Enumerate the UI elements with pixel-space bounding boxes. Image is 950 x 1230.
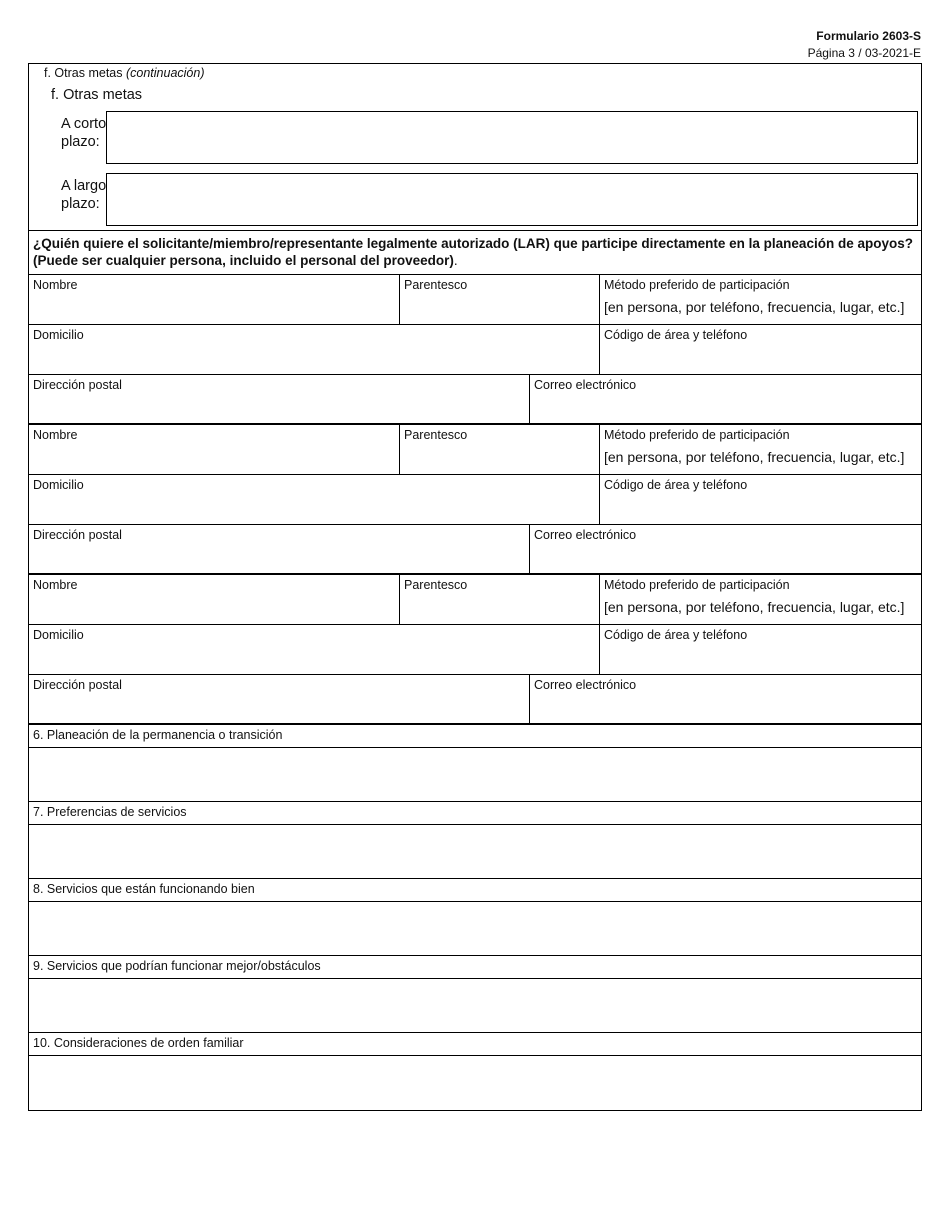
short-term-label-line2: plazo:: [61, 134, 100, 150]
name-label: Nombre: [33, 428, 78, 442]
participant-2-row-2: [29, 475, 921, 525]
form-body: [28, 63, 922, 1111]
mailing-label: Dirección postal: [33, 378, 122, 392]
phone-label: Código de área y teléfono: [604, 628, 748, 642]
continuation-prefix: f. Otras metas: [44, 66, 126, 80]
participant-2-name-field[interactable]: [29, 425, 399, 474]
participant-1-address-field[interactable]: [29, 325, 599, 374]
section-7-heading: 7. Preferencias de servicios: [29, 802, 921, 825]
phone-label: Código de área y teléfono: [604, 328, 748, 342]
email-label: Correo electrónico: [534, 528, 637, 542]
participant-1-phone-field[interactable]: [599, 325, 921, 374]
participant-3-name-field[interactable]: [29, 575, 399, 624]
participant-3-phone-field[interactable]: [599, 625, 921, 674]
participant-2-email-field[interactable]: [529, 525, 921, 573]
method-hint: [en persona, por teléfono, frecuencia, lugar, etc.]: [604, 299, 905, 315]
form-number: Formulario 2603-S: [816, 29, 921, 43]
participant-3-row-2: [29, 625, 921, 675]
section-10-input[interactable]: [29, 1056, 921, 1110]
participant-2-row-3: [29, 525, 921, 575]
short-term-label-line1: A corto: [61, 116, 107, 132]
participants-question-end: .: [453, 253, 458, 268]
long-term-label: [61, 177, 106, 213]
participant-2-relationship-field[interactable]: [399, 425, 599, 474]
phone-label: Código de área y teléfono: [604, 478, 748, 492]
form-header: [808, 28, 921, 62]
participant-1-row-3: [29, 375, 921, 425]
method-label: Método preferido de participación: [604, 278, 790, 292]
section-9-input[interactable]: [29, 979, 921, 1033]
participants-question: [29, 231, 921, 275]
relationship-label: Parentesco: [404, 578, 468, 592]
section-9-heading: 9. Servicios que podrían funcionar mejor/obstáculos: [29, 956, 921, 979]
long-term-label-line2: plazo:: [61, 196, 100, 212]
section-6-input[interactable]: [29, 748, 921, 802]
participant-1-method-field[interactable]: [599, 275, 921, 324]
participant-2-phone-field[interactable]: [599, 475, 921, 524]
address-label: Domicilio: [33, 478, 84, 492]
other-goals-title: f. Otras metas: [51, 87, 143, 103]
participant-2-address-field[interactable]: [29, 475, 599, 524]
participant-3-address-field[interactable]: [29, 625, 599, 674]
method-hint: [en persona, por teléfono, frecuencia, lugar, etc.]: [604, 449, 905, 465]
participant-3-email-field[interactable]: [529, 675, 921, 723]
relationship-label: Parentesco: [404, 428, 468, 442]
continuation-label: [44, 66, 204, 80]
participant-2-row-1: [29, 425, 921, 475]
section-8-heading: 8. Servicios que están funcionando bien: [29, 879, 921, 902]
participant-1-name-field[interactable]: [29, 275, 399, 324]
participant-1-row-1: [29, 275, 921, 325]
short-term-label: [61, 115, 106, 151]
mailing-label: Dirección postal: [33, 678, 122, 692]
continuation-suffix: (continuación): [125, 66, 205, 80]
address-label: Domicilio: [33, 328, 84, 342]
participant-3-relationship-field[interactable]: [399, 575, 599, 624]
participant-2-method-field[interactable]: [599, 425, 921, 474]
participant-1-relationship-field[interactable]: [399, 275, 599, 324]
other-goals-section: [29, 64, 921, 231]
section-6-heading: 6. Planeación de la permanencia o transición: [29, 725, 921, 748]
participants-question-text: ¿Quién quiere el solicitante/miembro/representante legalmente autorizado (LAR) que participe directamente en la planeación de apoyos? (Puede ser cualquier persona, incluido el personal del proveedor): [33, 236, 913, 268]
participant-1-row-2: [29, 325, 921, 375]
participant-1-email-field[interactable]: [529, 375, 921, 423]
section-8-input[interactable]: [29, 902, 921, 956]
participant-3-mailing-field[interactable]: [29, 675, 529, 723]
long-term-input[interactable]: [106, 173, 918, 226]
method-label: Método preferido de participación: [604, 578, 790, 592]
email-label: Correo electrónico: [534, 678, 637, 692]
participant-2-mailing-field[interactable]: [29, 525, 529, 573]
participant-3-row-3: [29, 675, 921, 725]
method-hint: [en persona, por teléfono, frecuencia, lugar, etc.]: [604, 599, 905, 615]
relationship-label: Parentesco: [404, 278, 468, 292]
long-term-label-line1: A largo: [61, 178, 107, 194]
participant-1-mailing-field[interactable]: [29, 375, 529, 423]
mailing-label: Dirección postal: [33, 528, 122, 542]
section-7-input[interactable]: [29, 825, 921, 879]
name-label: Nombre: [33, 278, 78, 292]
page-info: Página 3 / 03-2021-E: [807, 46, 921, 60]
method-label: Método preferido de participación: [604, 428, 790, 442]
email-label: Correo electrónico: [534, 378, 637, 392]
address-label: Domicilio: [33, 628, 84, 642]
participant-3-method-field[interactable]: [599, 575, 921, 624]
section-10-heading: 10. Consideraciones de orden familiar: [29, 1033, 921, 1056]
participant-3-row-1: [29, 575, 921, 625]
name-label: Nombre: [33, 578, 78, 592]
short-term-input[interactable]: [106, 111, 918, 164]
